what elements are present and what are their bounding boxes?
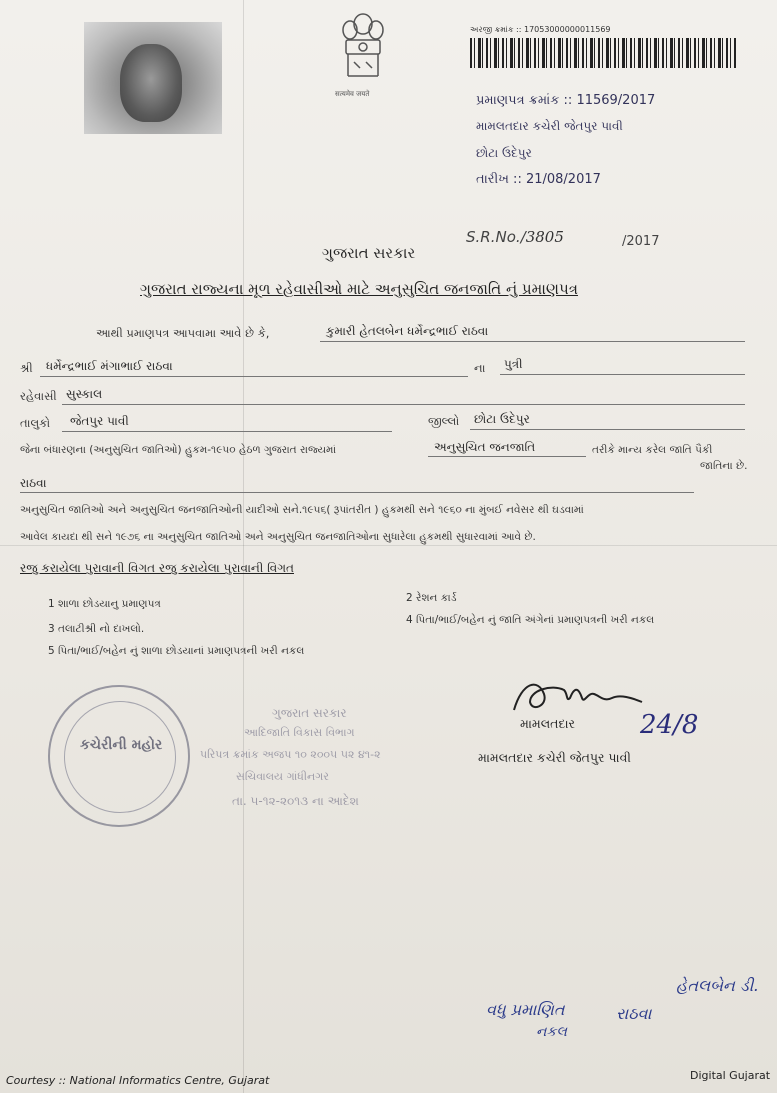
issue-date: તારીખ :: 21/08/2017 [476,172,601,187]
district-name: છોટા ઉદેપુર [474,412,530,426]
caste-value: રાઠવા [20,476,47,490]
faint-stamp-line: તા. ૫-૧૨-૨૦૧૩ ના આદેશ [232,794,359,808]
applicant-photo [84,22,222,134]
fold-crease-vertical [243,0,244,1093]
emblem-caption: सत्यमेव जयते [335,90,370,98]
application-number: અરજી ક્રમાંક :: 17053000000011569 [470,25,611,34]
village-name: સુસ્કાલ [66,387,103,401]
taluka-name: જેતપુર પાવી [70,414,129,428]
category-value: અનુસુચિત જનજાતિ [434,440,536,454]
evidence-item: 3 તલાટીશ્રી નો દાખલો. [48,623,145,635]
legal-text-line1: અનુસુચિત જાતિઓ અને અનુસુચિત જનજાતિઓની યાદીઓ સને.૧૯૫૬( રૂપાંતરીત ) હુકમથી સને ૧૯૬૦ ના મુંબઈ નવેસર થી ઘડવામાં [20,504,584,516]
sr-number [466,228,564,246]
underline-caste [20,492,694,493]
taluka-label: તાલુકો [20,416,51,430]
office-seal-text: કચેરીની મહોર [80,737,163,753]
faint-stamp-line: ગુજરાત સરકાર [272,706,347,720]
handwritten-surname: રાઠવા [616,1004,652,1023]
father-name: ધર્મેન્દ્રભાઈ મંગાભાઈ રાઠવા [46,359,173,373]
signatory-office: મામલતદાર કચેરી જેતપુર પાવી [478,750,631,765]
underline-district [470,429,745,430]
handwritten-name: હેતલબેન ડી. [676,976,759,995]
underline-relation [500,374,745,375]
sr-label: S.R.No./ [466,228,526,246]
underline-taluka [62,431,392,432]
recognized-text: તરીકે માન્ય કરેલ જાતિ પૈકી [592,444,713,456]
handwritten-copy: નકલ [536,1024,567,1040]
office-seal-inner-ring [64,701,176,813]
evidence-item: 4 પિતા/ભાઈ/બહેન નું જાતિ અંગેનાં પ્રમાણપત્રની ખરી નકલ [406,614,655,626]
footer-courtesy: Courtesy :: National Informatics Centre, Gujarat [6,1074,270,1087]
evidence-item: 2 રેશન કાર્ડ [406,592,457,604]
underline-village [62,404,745,405]
applicant-face [120,44,182,122]
faint-stamp-line: આદિજાતિ વિકાસ વિભાગ [244,726,355,739]
residence-label: રહેવાસી [20,389,57,403]
underline-category [428,456,586,457]
issuing-district: છોટા ઉદેપુર [476,146,532,160]
sr-value: 3805 [525,228,564,246]
underline-father [40,376,468,377]
signature-date: 24/8 [640,710,699,740]
government-title: ગુજરાત સરકાર [322,244,416,262]
issue-statement-label: આથી પ્રમાણપત્ર આપવામા આવે છે કે, [96,326,270,340]
sr-year: /2017 [622,234,660,249]
signatory-title: મામલતદાર [520,716,575,731]
constitution-text: જેના બંધારણના (અનુસુચિત જાતિઓ) હુકમ-૧૯૫૦ હેઠળ ગુજરાત રાજ્યમાં [20,444,337,456]
certificate-heading: ગુજરાત રાજ્યના મૂળ રહેવાસીઓ માટે અનુસુચિત જનજાતિ નું પ્રમાણપત્ર [140,280,578,298]
handwritten-attested: વધુ પ્રમાણિત [486,1000,565,1019]
issuing-office: મામલતદાર કચેરી જેતપુર પાવી [476,119,623,133]
national-emblem-icon [336,6,390,88]
evidence-item: 5 પિતા/ભાઈ/બહેન નું શાળા છોડયાનાં પ્રમાણપત્રની ખરી નકલ [48,645,305,657]
evidence-heading: રજુ કરાયેલા પુરાવાની વિગત રજુ કરાયેલા પુરાવાની વિગત [20,561,294,575]
underline-applicant [320,341,745,342]
footer-brand: Digital Gujarat [690,1069,771,1082]
office-seal [48,685,190,827]
faint-stamp-line: સચિવાલય ગાંધીનગર [236,770,329,783]
certificate-number: પ્રમાણપત્ર ક્રમાંક :: 11569/2017 [476,93,656,108]
na-label: ના [474,361,486,375]
applicant-name: કુમારી હેતલબેન ધર્મેન્દ્રભાઈ રાઠવા [326,324,489,338]
officer-signature [508,672,648,720]
caste-label: જાતિના છે. [700,460,748,472]
fold-crease-horizontal [0,545,777,546]
legal-text-line2: આવેલ કાયદા થી સને ૧૯૭૬ ના અનુસુચિત જાતિઓ અને અનુસુચિત જનજાતિઓના સુધારેલા હુકમથી સુધારવામાં આવે છે. [20,531,536,543]
barcode [470,38,736,68]
district-label: જીલ્લો [428,414,460,428]
faint-stamp-line: પરિપત્ર ક્રમાંક અજપ ૧૦ ૨૦૦૫ ૫૨ ૪૧-૨ [200,748,381,761]
shri-label: શ્રી [20,361,33,375]
evidence-item: 1 શાળા છોડયાનુ પ્રમાણપત્ર [48,598,161,610]
relation: પુત્રી [504,357,523,371]
